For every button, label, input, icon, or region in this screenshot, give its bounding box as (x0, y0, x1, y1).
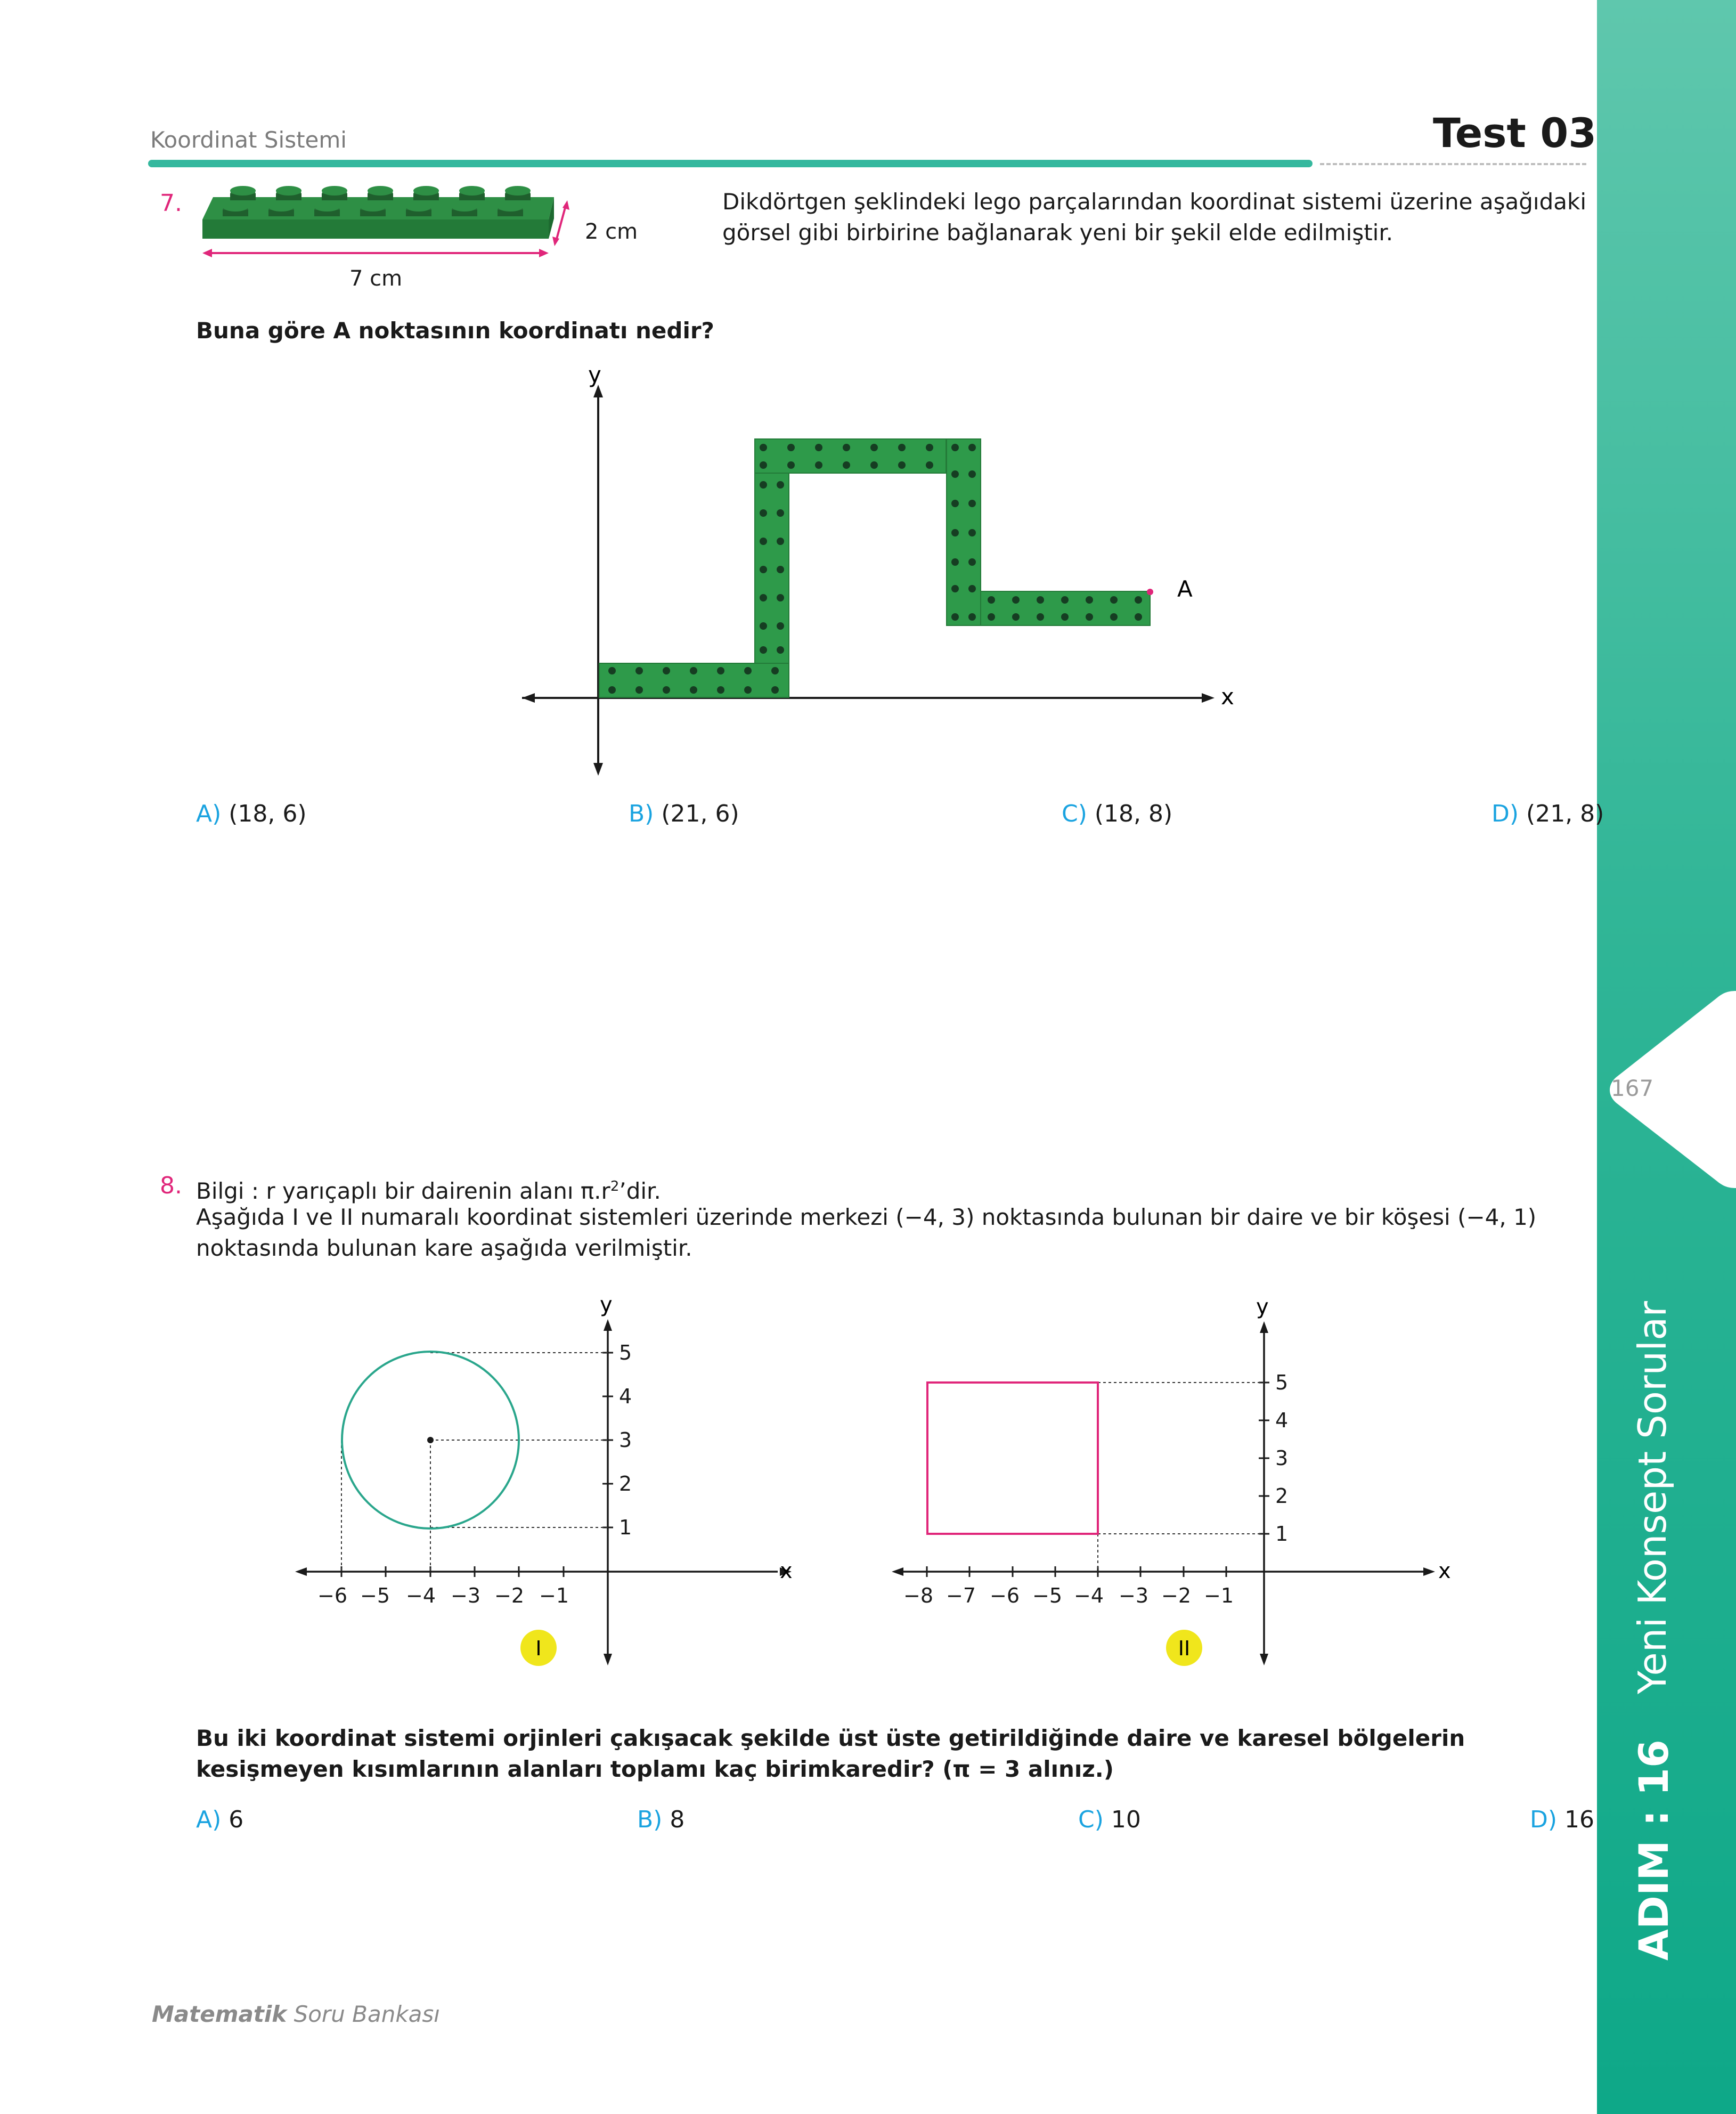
page-number: 167 (1611, 1075, 1654, 1101)
y-tick-label: 4 (1275, 1409, 1289, 1432)
y-tick-label: 3 (1275, 1446, 1289, 1470)
header-dashed-line (1320, 163, 1586, 165)
x-tick-label: −5 (360, 1584, 390, 1607)
y-tick-label: 5 (1275, 1371, 1289, 1394)
q7-option-a[interactable]: A) (18, 6) (196, 800, 307, 827)
q8-option-b[interactable]: B) 8 (637, 1806, 685, 1833)
question-7-graph (511, 368, 1246, 778)
circle-center-point (427, 1437, 434, 1443)
y-tick-label: 2 (1275, 1484, 1289, 1508)
question-8-description: Aşağıda I ve II numaralı koordinat sistemleri üzerinde merkezi (−4, 3) noktasında bulunan bir daire ve bir köşesi (−4, 1) noktasında bulunan kare aşağıda verilmiştir. (196, 1204, 1537, 1261)
lego-piece-figure (197, 181, 666, 298)
lego-height-label: 2 cm (585, 219, 638, 244)
graph-2-square (884, 1284, 1460, 1673)
graph-2-x-label: x (1438, 1559, 1451, 1583)
question-8-number: 8. (160, 1172, 182, 1199)
test-number: 03 (1540, 109, 1597, 157)
x-tick-label: −3 (451, 1584, 481, 1607)
y-tick-label: 5 (619, 1341, 632, 1364)
graph-y-label: y (588, 368, 601, 388)
step-label: ADIM : 16 (1630, 1739, 1677, 1961)
point-a-label: A (1177, 576, 1193, 602)
x-tick-label: −2 (494, 1584, 525, 1607)
q7-option-c[interactable]: C) (18, 8) (1062, 800, 1173, 827)
topic-title: Koordinat Sistemi (150, 127, 347, 153)
y-tick-label: 1 (1275, 1522, 1289, 1546)
test-label (1433, 109, 1596, 157)
q7-option-d[interactable]: D) (21, 8) (1492, 800, 1604, 827)
question-7-prompt: Buna göre A noktasının koordinatı nedir? (196, 318, 714, 344)
y-tick-label: 4 (619, 1385, 632, 1408)
question-8-prompt: Bu iki koordinat sistemi orjinleri çakışacak şekilde üst üste getirildiğinde daire ve karesel bölgelerin kesişmeyen kısımlarının alanları toplamı kaç birimkaredir? (π = 3 alınız.) (196, 1725, 1465, 1782)
header-divider (148, 160, 1313, 167)
section-title: Yeni Konsept Sorular (1630, 1301, 1675, 1694)
graph-x-label: x (1221, 684, 1234, 710)
x-tick-label: −4 (406, 1584, 436, 1607)
point-a-marker (1147, 589, 1153, 595)
graph-1-circle (288, 1284, 820, 1673)
square-shape (927, 1383, 1098, 1534)
x-tick-label: −4 (1074, 1584, 1104, 1607)
test-word: Test (1433, 109, 1526, 157)
x-tick-label: −3 (1119, 1584, 1149, 1607)
x-tick-label: −1 (539, 1584, 569, 1607)
y-tick-label: 2 (619, 1472, 632, 1495)
y-tick-label: 3 (619, 1428, 632, 1452)
q8-option-c[interactable]: C) 10 (1078, 1806, 1141, 1833)
x-tick-label: −1 (1204, 1584, 1234, 1607)
q8-option-d[interactable]: D) 16 (1530, 1806, 1595, 1833)
graph-1-x-label: x (780, 1559, 793, 1583)
x-tick-label: −2 (1161, 1584, 1192, 1607)
lego-width-label: 7 cm (349, 266, 403, 291)
graph-2-badge-label: II (1178, 1637, 1191, 1660)
graph-1-badge-label: I (535, 1637, 542, 1660)
y-tick-label: 1 (619, 1516, 632, 1539)
x-tick-label: −6 (990, 1584, 1020, 1607)
x-tick-label: −5 (1032, 1584, 1063, 1607)
q7-option-b[interactable]: B) (21, 6) (629, 800, 739, 827)
graph-2-y-label: y (1256, 1295, 1269, 1319)
footer-book-title: Matematik Soru Bankası (152, 2001, 440, 2027)
question-7-number: 7. (160, 190, 182, 217)
graph-1-y-label: y (600, 1292, 613, 1317)
question-8-info: Bilgi : r yarıçaplı bir dairenin alanı $\pi.r^2’dir$. (196, 1178, 661, 1204)
x-tick-label: −7 (946, 1584, 976, 1607)
q8-option-a[interactable]: A) 6 (196, 1806, 244, 1833)
x-tick-label: −6 (317, 1584, 348, 1607)
question-7-description: Dikdörtgen şeklindeki lego parçalarından koordinat sistemi üzerine aşağıdaki görsel gibi birbirine bağlanarak yeni bir şekil elde edilmiştir. (722, 189, 1586, 246)
lego-block (755, 439, 946, 473)
x-tick-label: −8 (903, 1584, 934, 1607)
